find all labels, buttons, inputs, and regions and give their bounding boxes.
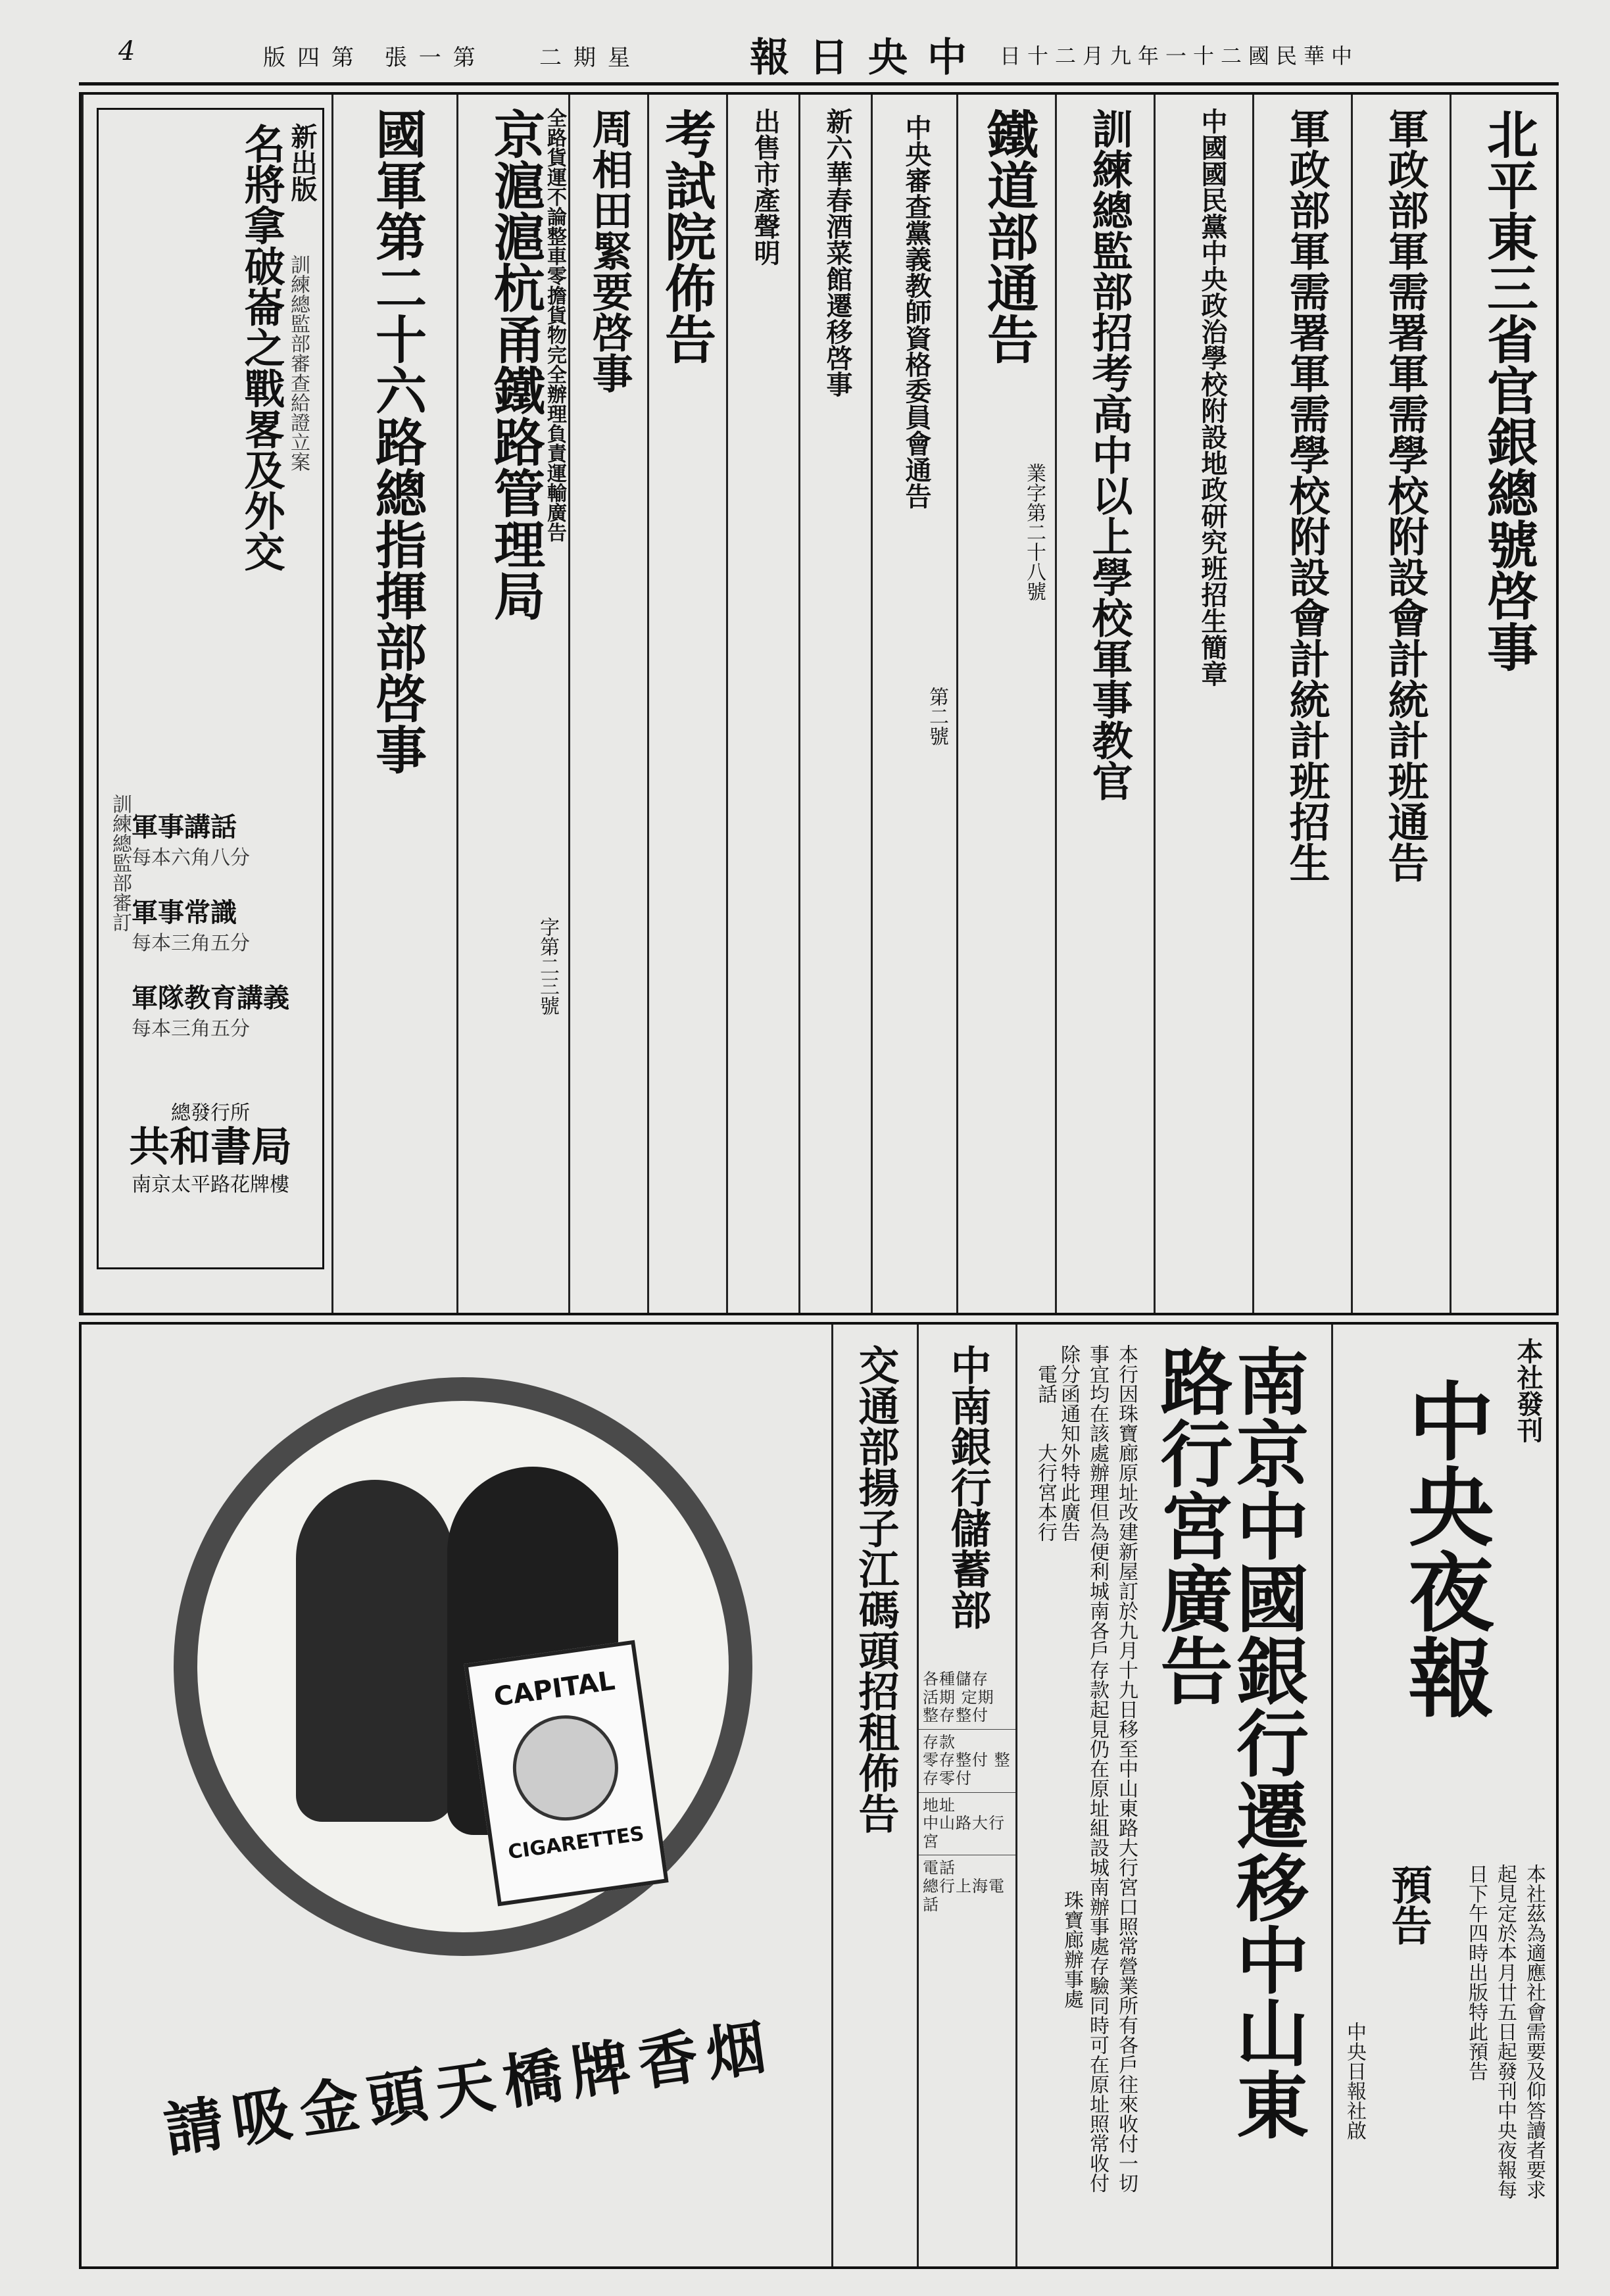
item-title: 軍事講話 — [132, 812, 237, 843]
article-number: 字第二三號 — [536, 917, 559, 1015]
article-title: 周相田緊要啓事 — [585, 108, 633, 393]
article-10 — [647, 95, 726, 1313]
article-title: 中央審查黨義教師資格委員會通告 — [901, 114, 932, 509]
article-6 — [956, 95, 1055, 1313]
publication-box — [97, 108, 324, 1269]
article-title: 國軍第二十六路總指揮部啓事 — [367, 108, 427, 775]
cigarette-slogan: 請吸金頭天橋牌香烟 — [160, 2011, 779, 2166]
item-price: 每本三角五分 — [132, 1017, 250, 1040]
article-title: 考試院佈告 — [656, 108, 716, 364]
boc-phone-main: 大行宮本行 — [1034, 1443, 1057, 1542]
communications-notice — [831, 1325, 917, 2266]
item-price: 每本六角八分 — [132, 846, 250, 869]
bank-of-china-ad — [1015, 1325, 1331, 2266]
article-4 — [1154, 95, 1252, 1313]
publication-list — [132, 807, 303, 1083]
publisher-label: 總發行所 — [171, 1102, 250, 1125]
list-item — [132, 814, 250, 870]
article-1 — [1450, 95, 1561, 1313]
new-publications — [82, 95, 331, 1313]
article-title: 北平東三省官銀總號啓事 — [1478, 108, 1538, 672]
publisher-name: 共和書局 — [128, 1123, 292, 1171]
article-9 — [726, 95, 798, 1313]
tin-brand: CAPITAL — [492, 1665, 617, 1713]
row-label: 各種儲存 — [923, 1670, 988, 1688]
boc-phone-label: 電話 — [1034, 1364, 1057, 1404]
article-title: 鐵道部通告 — [979, 108, 1038, 364]
list-item — [132, 899, 250, 956]
weekday-label: 二期星 — [539, 45, 642, 71]
article-title: 中國國民黨中央政治學校附設地政研究班招生簡章 — [1197, 108, 1228, 687]
zhongnan-bank-ad — [917, 1325, 1015, 2266]
article-13 — [331, 95, 456, 1313]
bottom-section — [79, 1322, 1559, 2269]
figure-left-silhouette — [296, 1480, 454, 1822]
night-paper-header: 本社發刊 — [1513, 1338, 1544, 1443]
tin-label: CIGARETTES — [506, 1822, 646, 1865]
boc-body: 本行因珠寶廊原址改建新屋訂於九月十九日移至中山東路大行宮口照常營業所有各戶往來收付一切事宜均在該處辦理但為便利城南各戶存款起見仍在原址組設城南辦事處存驗同時可在原址照常收付除分函通知外特此廣告 — [1057, 1344, 1138, 2193]
boc-title: 南京中國銀行遷移中山東路行宮廣告 — [1148, 1344, 1309, 2140]
page-number: 4 — [118, 36, 135, 66]
row-value: 總行上海電話 — [923, 1876, 1005, 1914]
ad-circle — [174, 1377, 752, 1956]
bank-title: 中南銀行儲蓄部 — [944, 1344, 992, 1630]
article-title: 軍政部軍需署軍需學校附設會計統計班招生 — [1282, 108, 1330, 883]
cigarette-tin — [464, 1640, 668, 1907]
notice-title: 交通部揚子江碼頭招租佈告 — [852, 1344, 900, 1834]
item-title: 軍事常識 — [132, 897, 237, 928]
cigarette-ad — [82, 1325, 831, 2266]
article-title: 出售市產聲明 — [750, 108, 781, 266]
tin-emblem — [506, 1709, 625, 1828]
article-title: 京滬滬杭甬鐵路管理局 — [485, 108, 545, 621]
publication-header: 新出版 — [287, 123, 318, 202]
article-title: 軍政部軍需署軍需學校附設會計統計班通告 — [1381, 108, 1429, 883]
boc-phone-branch: 珠寶廊辦事處 — [1060, 1890, 1083, 2009]
masthead — [79, 13, 1559, 85]
article-3 — [1252, 95, 1351, 1313]
catalog-note: 訓練總監部審訂 — [109, 794, 132, 932]
article-title: 新六華春酒菜館遷移啓事 — [822, 108, 853, 397]
bank-row — [919, 1793, 1015, 1856]
article-11 — [568, 95, 647, 1313]
edition-label: 版四第 張一第 — [263, 45, 487, 71]
row-value: 中山路大行宮 — [923, 1814, 1005, 1851]
row-label: 存款 — [923, 1732, 956, 1751]
article-subtitle: 全路貨運不論整車零擔貨物完全辦理負責運輸廣告 — [543, 108, 566, 542]
row-label: 地址 — [923, 1795, 956, 1815]
publication-subheader: 訓練總監部審查給證立案 — [287, 255, 310, 472]
night-paper-title: 中央夜報 — [1394, 1377, 1495, 1719]
paper-name: 報日央中 — [750, 35, 987, 81]
notice-body: 本社茲為適應社會需要及仰答讀者要求起見定於本月廿五日起發刊中央夜報每日下午四時出版特此預告 — [1465, 1864, 1546, 2199]
notice-title: 預告 — [1384, 1864, 1432, 1945]
bank-row — [919, 1667, 1015, 1730]
night-paper-ad — [1331, 1325, 1561, 2266]
publisher-block — [105, 1096, 316, 1197]
issue-date: 日十二月九年一十二國民華中 — [1000, 43, 1359, 68]
article-7 — [871, 95, 956, 1313]
article-number: 業字第二十八號 — [1023, 463, 1046, 601]
item-title: 軍隊教育講義 — [132, 983, 289, 1014]
row-label: 電話 — [923, 1859, 956, 1878]
publication-title: 名將拿破崙之戰畧及外交 — [237, 123, 285, 572]
article-8 — [798, 95, 871, 1313]
publisher-address: 南京太平路花牌樓 — [132, 1173, 289, 1197]
bank-row — [919, 1855, 1015, 1918]
notice-signature: 中央日報社啟 — [1343, 2022, 1366, 2140]
list-item — [132, 985, 289, 1041]
article-5 — [1055, 95, 1154, 1313]
article-title: 訓練總監部招考高中以上學校軍事教官 — [1085, 108, 1133, 801]
bank-details — [919, 1667, 1015, 1918]
top-section — [79, 92, 1559, 1315]
article-2 — [1351, 95, 1450, 1313]
row-value: 零存整付 整存零付 — [923, 1751, 1011, 1788]
article-number: 第二號 — [925, 687, 948, 746]
article-12 — [456, 95, 568, 1313]
item-price: 每本三角五分 — [132, 932, 250, 955]
bank-row — [919, 1730, 1015, 1793]
row-value: 活期 定期 整存整付 — [923, 1688, 994, 1725]
